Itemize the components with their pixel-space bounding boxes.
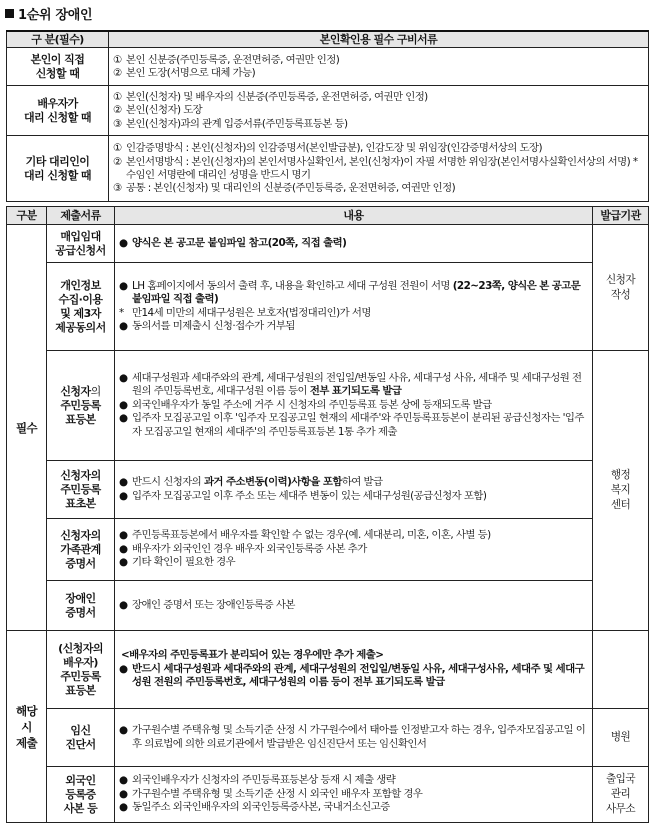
issuer-applicant: 신청자 작성 [593, 225, 649, 351]
header-required-docs: 본인확인용 필수 구비서류 [109, 31, 649, 48]
doc-name: 장애인 증명서 [47, 581, 115, 631]
identity-documents-table [6, 30, 649, 202]
doc-name: 외국인 등록증 사본 등 [47, 767, 115, 823]
doc-content [115, 263, 593, 351]
list-item: ● 동의서를 미제출시 신청·접수가 거부됨 [119, 319, 295, 332]
table-row [7, 631, 649, 709]
list-item: ● 반드시 세대구성원과 세대주와의 관계, 세대구성원의 전입일/변동일 사유, 세대구성사유, 세대주 및 세대구성원 전원의 주민등록번호, 세대구성원의 이름 등이 전부 표기되도록 발급 [119, 662, 585, 689]
table-row [7, 351, 649, 461]
table-row [7, 136, 649, 202]
doc-name: 신청자의 주민등록 표등본 [47, 351, 115, 461]
list-item: ● 양식은 본 공고문 붙임파일 참고(20쪽, 직접 출력) [119, 236, 347, 249]
row-label: 본인이 직접 신청할 때 [7, 48, 109, 86]
list-item: * 만14세 미만의 세대구성원은 보호자(법정대리인)가 서명 [119, 306, 371, 319]
doc-name: 신청자의 주민등록 표초본 [47, 461, 115, 519]
list-item: ② 본인 도장(서명으로 대체 가능) [113, 66, 256, 79]
list-item: ② 본인서명방식 : 본인(신청자)의 본인서명사실확인서, 본인(신청자)이 자필 서명한 위임장(본인서명사실확인서상의 서명) * 수임인 서명란에 대리인 성명을 반드시 명기 [113, 155, 638, 181]
doc-content [115, 631, 593, 709]
header-category: 구 분(필수) [7, 31, 109, 48]
table-row [7, 86, 649, 136]
square-bullet-icon [5, 9, 14, 18]
table-row [7, 581, 649, 631]
doc-content [115, 225, 593, 263]
doc-name: 개인정보 수집·이용 및 제3자 제공동의서 [47, 263, 115, 351]
list-item: ● 외국인배우자가 동일 주소에 거주 시 신청자의 주민등록표 등본 상에 등재되도록 발급 [119, 398, 492, 411]
list-item: ① 인감증명방식 : 본인(신청자)의 인감증명서(본인발급분), 인감도장 및 위임장(인감증명서상의 도장) [113, 142, 542, 155]
list-item: ③ 공통 : 본인(신청자) 및 대리인의 신분증(주민등록증, 운전면허증, 여권만 인정) [113, 182, 456, 195]
row-label: 기타 대리인이 대리 신청할 때 [7, 136, 109, 202]
table-row [7, 225, 649, 263]
doc-content [115, 461, 593, 519]
header-category: 구분 [7, 207, 47, 225]
list-item: ● 장애인 증명서 또는 장애인등록증 사본 [119, 598, 295, 611]
table-row [7, 519, 649, 581]
list-item: ① 본인 신분증(주민등록증, 운전면허증, 여권만 인정) [113, 53, 340, 66]
doc-content [115, 581, 593, 631]
list-item: ● 주민등록표등본에서 배우자를 확인할 수 없는 경우(예. 세대분리, 미혼, 이혼, 사별 등) [119, 529, 491, 542]
doc-content [115, 519, 593, 581]
doc-content [115, 709, 593, 767]
list-item: ● 입주자 모집공고일 이후 '입주자 모집공고일 현재의 세대주'와 주민등록표등본이 분리된 공급신청자는 '입주자 모집공고일 현재의 세대주'의 주민등록표등본 1통 추가 제출 [119, 412, 584, 438]
doc-note-heading: <배우자의 주민등록표가 분리되어 있는 경우에만 추가 제출> [121, 649, 384, 662]
list-item: ③ 본인(신청자)과의 관계 입증서류(주민등록표등본 등) [113, 117, 348, 130]
issuer-empty [593, 631, 649, 709]
doc-content [115, 767, 593, 823]
submission-documents-table [6, 206, 649, 823]
header-issuer: 발급기관 [593, 207, 649, 225]
table-row [7, 461, 649, 519]
section-title: 1순위 장애인 [5, 4, 92, 23]
list-item: ① 본인(신청자) 및 배우자의 신분증(주민등록증, 운전면허증, 여권만 인정) [113, 90, 428, 103]
list-item: ● 외국인배우자가 신청자의 주민등록표등본상 등재 시 제출 생략 [119, 774, 396, 787]
doc-content [115, 351, 593, 461]
category-required: 필수 [7, 225, 47, 631]
table-row [7, 48, 649, 86]
doc-name: (신청자의 배우자) 주민등록 표등본 [47, 631, 115, 709]
table-row [7, 263, 649, 351]
row-content [109, 136, 649, 202]
issuer-admin-center: 행정 복지 센터 [593, 351, 649, 631]
header-document: 제출서류 [47, 207, 115, 225]
list-item: ● LH 홈페이지에서 동의서 출력 후, 내용을 확인하고 세대 구성원 전원이 서명 (22~23쪽, 양식은 본 공고문 붙임파일 직접 출력) [119, 279, 581, 306]
table-row [7, 767, 649, 823]
list-item: ● 동일주소 외국인배우자의 외국인등록증사본, 국내거소신고증 [119, 801, 390, 814]
issuer-hospital: 병원 [593, 709, 649, 767]
row-content [109, 86, 649, 136]
issuer-immigration: 출입국 관리 사무소 [593, 767, 649, 823]
list-item: ● 반드시 신청자의 과거 주소변동(이력)사항을 포함하여 발급 [119, 476, 383, 489]
list-item: ● 입주자 모집공고일 이후 주소 또는 세대주 변동이 있는 세대구성원(공급신청자 포함) [119, 489, 487, 502]
doc-name: 신청자의 가족관계 증명서 [47, 519, 115, 581]
doc-name: 임신 진단서 [47, 709, 115, 767]
category-conditional: 해당 시 제출 [7, 631, 47, 823]
row-content [109, 48, 649, 86]
list-item: ● 기타 확인이 필요한 경우 [119, 556, 236, 569]
row-label: 배우자가 대리 신청할 때 [7, 86, 109, 136]
header-content: 내용 [115, 207, 593, 225]
list-item: ● 가구원수별 주택유형 및 소득기준 산정 시 가구원수에서 태아를 인정받고자 하는 경우, 입주자모집공고일 이후 의료법에 의한 의료기관에서 발급받은 임신진단서 또는 임신확인서 [119, 724, 586, 750]
list-item: ● 가구원수별 주택유형 및 소득기준 산정 시 외국인 배우자 포함할 경우 [119, 787, 423, 800]
list-item: ● 배우자가 외국인인 경우 배우자 외국인등록증 사본 추가 [119, 542, 367, 555]
table-row [7, 709, 649, 767]
list-item: ② 본인(신청자) 도장 [113, 104, 203, 117]
list-item: ● 세대구성원과 세대주와의 관계, 세대구성원의 전입일/변동일 사유, 세대구성 사유, 세대주 및 세대구성원 전원의 주민등록번호, 세대구성원 이름 등이 전부 표기되도록 발급 [119, 371, 582, 398]
doc-name: 매입임대 공급신청서 [47, 225, 115, 263]
